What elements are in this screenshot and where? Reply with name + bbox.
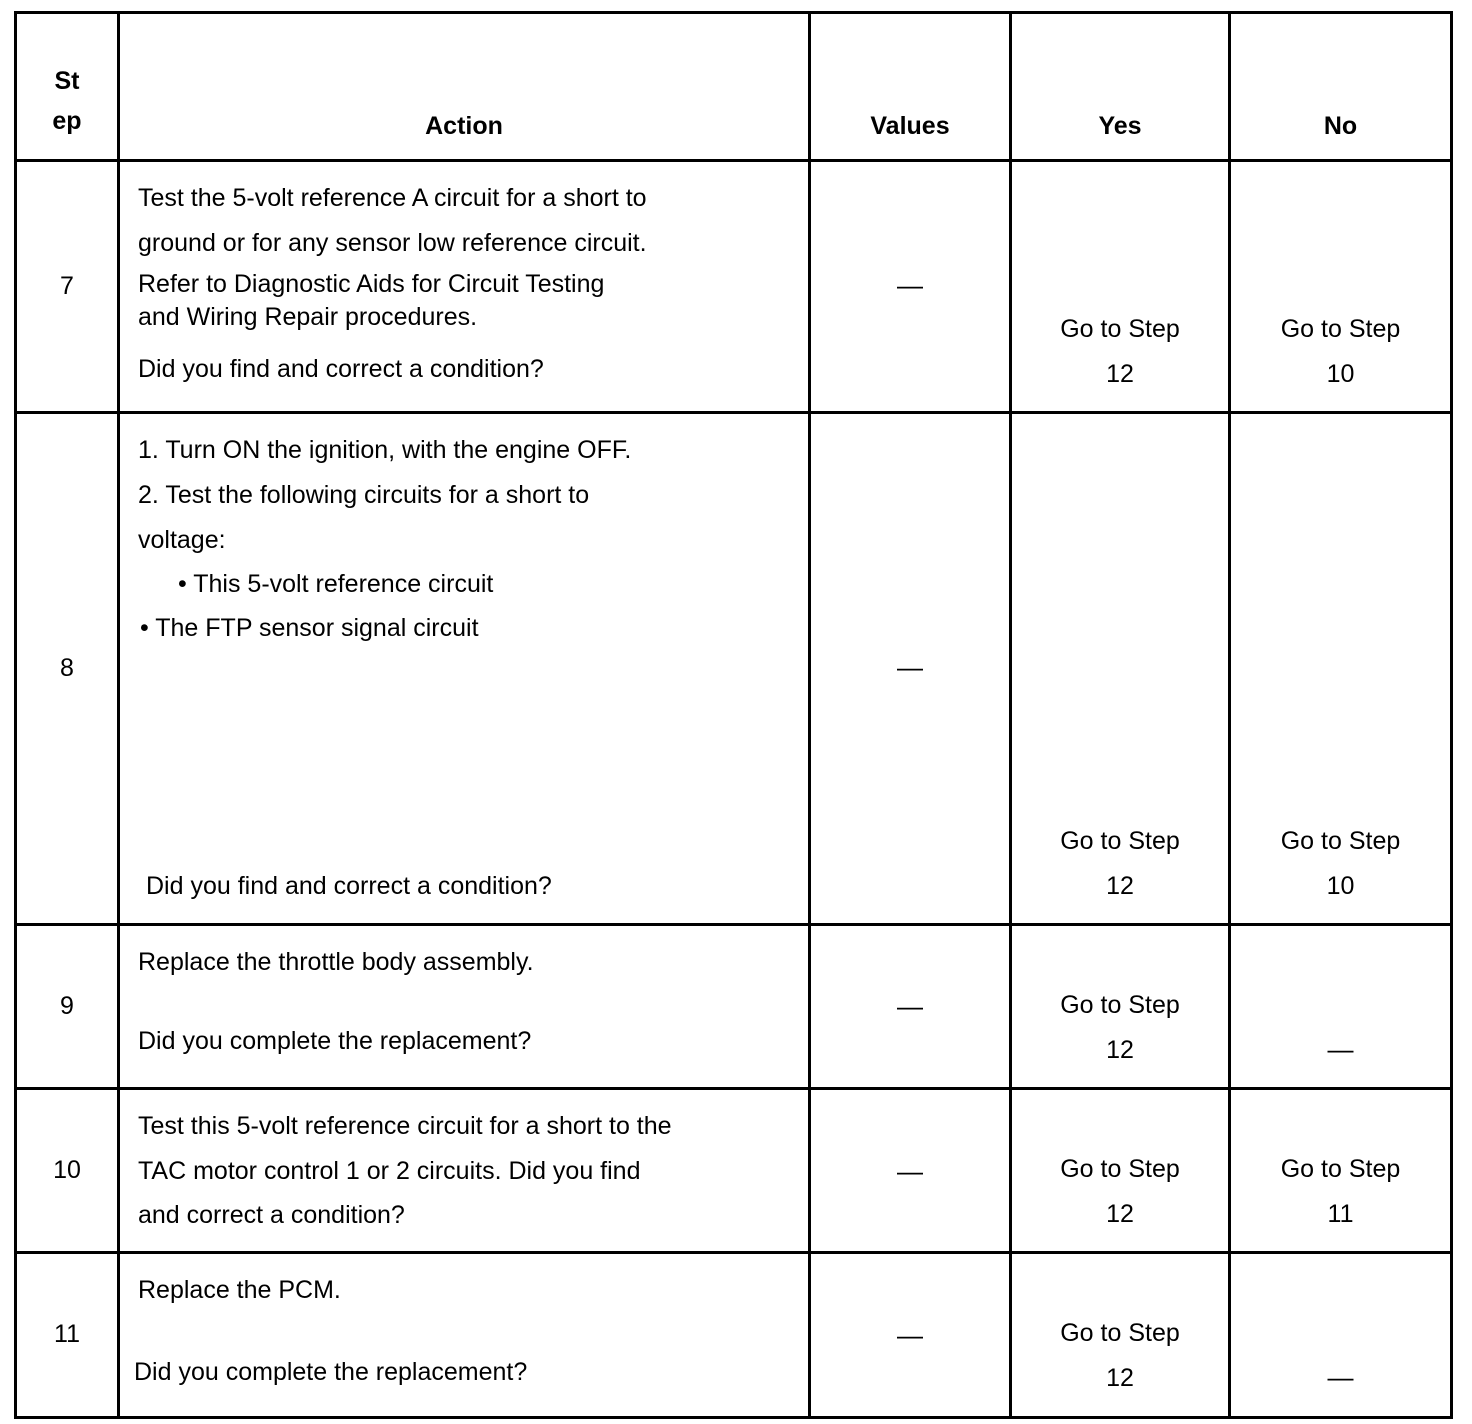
- yes-goto-number: 12: [1106, 1036, 1134, 1064]
- values-dash: —: [897, 270, 923, 300]
- action-bullet: • This 5-volt reference circuit: [178, 570, 494, 598]
- table-row-step-8: [16, 413, 1452, 925]
- values-cell: [810, 1089, 1011, 1253]
- yes-goto-label: Go to Step: [1060, 315, 1180, 343]
- header-step-line2: ep: [52, 107, 82, 135]
- no-goto-number: 10: [1326, 360, 1355, 388]
- action-line: Replace the throttle body assembly.: [138, 948, 534, 976]
- action-cell: [119, 925, 810, 1089]
- table-row-step-11: [16, 1253, 1452, 1418]
- step-cell: [16, 925, 119, 1089]
- yes-cell: [1011, 925, 1230, 1089]
- no-cell: [1230, 1089, 1452, 1253]
- header-values: Values: [810, 13, 1011, 161]
- no-cell: [1230, 925, 1452, 1089]
- no-dash: —: [1327, 1034, 1354, 1064]
- step-number: 8: [60, 654, 74, 682]
- header-row: [16, 13, 1452, 161]
- step-cell: [16, 1253, 119, 1418]
- action-line: Test this 5-volt reference circuit for a short to the: [138, 1112, 672, 1140]
- action-bullet: • The FTP sensor signal circuit: [140, 614, 479, 642]
- yes-cell: [1011, 1089, 1230, 1253]
- action-question: Did you find and correct a condition?: [146, 872, 552, 900]
- yes-goto-number: 12: [1106, 1364, 1134, 1392]
- header-step-line1: St: [54, 67, 80, 95]
- action-line: 1. Turn ON the ignition, with the engine OFF.: [138, 436, 632, 464]
- no-cell: [1230, 413, 1452, 925]
- table-row-step-10: [16, 1089, 1452, 1253]
- yes-cell: [1011, 1253, 1230, 1418]
- values-dash: —: [897, 991, 923, 1021]
- step-number: 7: [60, 272, 74, 300]
- header-action: Action: [119, 13, 810, 161]
- action-line: Test the 5-volt reference A circuit for a short to: [138, 184, 647, 212]
- no-goto-label: Go to Step: [1280, 1155, 1401, 1183]
- action-line: and Wiring Repair procedures.: [138, 303, 478, 331]
- step-cell: [16, 1089, 119, 1253]
- yes-goto-number: 12: [1106, 872, 1134, 900]
- no-goto-number: 11: [1327, 1200, 1354, 1228]
- table-row-step-9: [16, 925, 1452, 1089]
- action-line: voltage:: [138, 526, 226, 554]
- action-line: TAC motor control 1 or 2 circuits. Did you find: [138, 1157, 641, 1185]
- yes-goto-label: Go to Step: [1060, 991, 1180, 1019]
- yes-cell: [1011, 161, 1230, 413]
- no-goto-label: Go to Step: [1280, 315, 1401, 343]
- action-line: Replace the PCM.: [138, 1276, 341, 1304]
- yes-goto-label: Go to Step: [1060, 827, 1180, 855]
- action-cell: [119, 161, 810, 413]
- yes-cell: [1011, 413, 1230, 925]
- yes-goto-label: Go to Step: [1060, 1319, 1180, 1347]
- no-dash: —: [1327, 1362, 1354, 1392]
- step-number: 10: [53, 1156, 81, 1184]
- no-goto-number: 10: [1326, 872, 1355, 900]
- step-cell: [16, 161, 119, 413]
- yes-goto-number: 12: [1106, 360, 1134, 388]
- action-cell: [119, 413, 810, 925]
- action-question: Did you complete the replacement?: [138, 1027, 532, 1055]
- no-cell: [1230, 161, 1452, 413]
- table-row-step-7: [16, 161, 1452, 413]
- action-line: and correct a condition?: [138, 1201, 405, 1229]
- values-dash: —: [897, 1156, 923, 1186]
- action-cell: [119, 1089, 810, 1253]
- values-cell: [810, 925, 1011, 1089]
- values-dash: —: [897, 1320, 923, 1350]
- step-number: 9: [60, 992, 74, 1020]
- step-cell: [16, 413, 119, 925]
- no-goto-label: Go to Step: [1280, 827, 1401, 855]
- action-line: Refer to Diagnostic Aids for Circuit Testing: [138, 270, 605, 298]
- step-number: 11: [54, 1320, 80, 1348]
- action-cell: [119, 1253, 810, 1418]
- values-cell: [810, 1253, 1011, 1418]
- header-no: No: [1230, 13, 1452, 161]
- action-line: ground or for any sensor low reference circuit.: [138, 229, 647, 257]
- header-yes: Yes: [1011, 13, 1230, 161]
- action-question: Did you find and correct a condition?: [138, 355, 544, 383]
- no-cell: [1230, 1253, 1452, 1418]
- values-dash: —: [897, 652, 923, 682]
- values-cell: [810, 413, 1011, 925]
- action-question: Did you complete the replacement?: [134, 1358, 528, 1386]
- diagnostic-table: [14, 11, 1453, 1419]
- action-line: 2. Test the following circuits for a short to: [138, 481, 590, 509]
- yes-goto-label: Go to Step: [1060, 1155, 1180, 1183]
- values-cell: [810, 161, 1011, 413]
- header-step: [16, 13, 119, 161]
- yes-goto-number: 12: [1106, 1200, 1134, 1228]
